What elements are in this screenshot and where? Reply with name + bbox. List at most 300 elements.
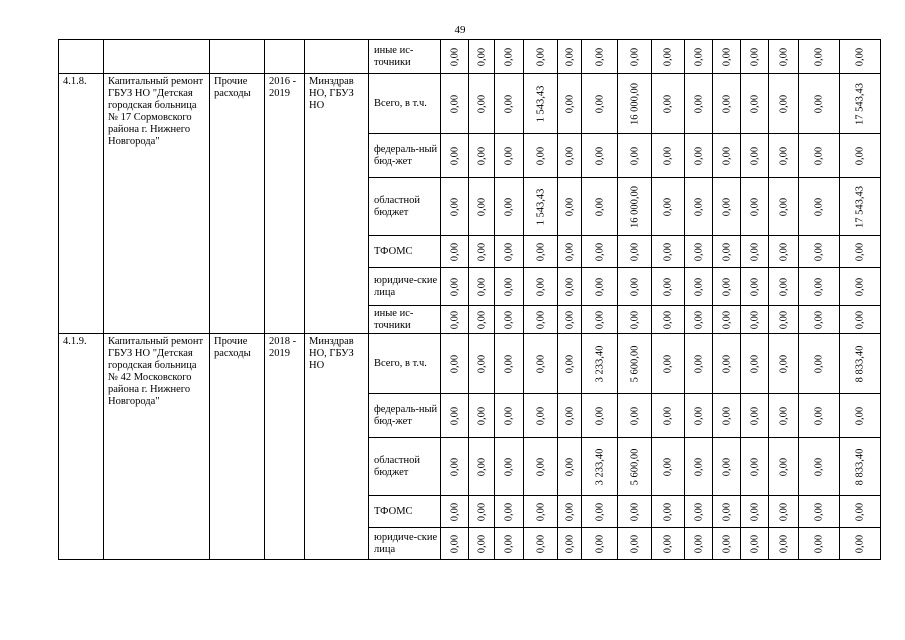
value-text: 0,00 [535,502,546,521]
value-cell [741,438,769,496]
value-text: 0,00 [813,457,825,476]
value-cell [799,178,840,236]
value-text: 0,00 [476,47,487,66]
value-cell [524,306,558,334]
value-text: 0,00 [449,502,460,521]
value-cell [713,178,741,236]
value-text: 0,00 [721,457,732,476]
funding-source: Всего, в т.ч. [369,74,441,134]
value-cell [741,334,769,394]
value-cell [713,134,741,178]
value-cell [469,306,495,334]
value-text: 0,00 [749,242,760,261]
value-cell [558,306,582,334]
value-text: 0,00 [535,277,546,296]
value-text: 0,00 [449,457,460,476]
value-text: 0,00 [854,406,866,425]
value-cell [741,528,769,560]
empty-cell [210,40,265,74]
value-cell [840,74,881,134]
value-cell [685,306,713,334]
value-text: 0,00 [693,310,704,329]
value-cell [441,334,469,394]
value-text: 0,00 [594,47,605,66]
value-cell [799,306,840,334]
empty-cell [104,40,210,74]
value-text: 0,00 [693,534,704,553]
value-cell [652,40,685,74]
value-text: 0,00 [662,47,674,66]
value-text: 0,00 [629,242,640,261]
value-text: 0,00 [476,242,487,261]
empty-cell [59,40,104,74]
value-cell [685,528,713,560]
value-text: 0,00 [503,146,515,165]
value-cell [652,394,685,438]
value-cell [799,74,840,134]
value-text: 0,00 [662,197,674,216]
value-text: 0,00 [564,354,575,373]
value-cell [558,528,582,560]
value-text: 0,00 [721,197,732,216]
value-text: 1 543,43 [535,85,546,122]
funding-source: иные ис-точники [369,40,441,74]
value-cell [524,74,558,134]
value-cell [685,438,713,496]
funding-source: ТФОМС [369,236,441,268]
value-cell [769,496,799,528]
project-period: 2016 - 2019 [265,74,305,334]
value-cell [840,40,881,74]
value-text: 0,00 [503,242,515,261]
value-text: 0,00 [854,310,866,329]
value-text: 0,00 [813,502,825,521]
value-cell [441,178,469,236]
value-text: 0,00 [564,406,575,425]
value-cell [524,236,558,268]
value-cell [495,236,524,268]
value-text: 0,00 [564,94,575,113]
value-cell [652,268,685,306]
value-text: 0,00 [854,502,866,521]
value-text: 0,00 [449,310,460,329]
value-cell [618,496,652,528]
value-text: 0,00 [813,94,825,113]
funding-source: областной бюджет [369,178,441,236]
value-text: 0,00 [749,457,760,476]
value-cell [713,438,741,496]
value-cell [495,528,524,560]
funding-source: федераль-ный бюд-жет [369,394,441,438]
value-cell [840,236,881,268]
value-text: 0,00 [564,310,575,329]
value-cell [558,74,582,134]
value-text: 0,00 [564,457,575,476]
value-cell [713,528,741,560]
value-cell [582,134,618,178]
value-cell [441,268,469,306]
value-cell [618,334,652,394]
value-text: 0,00 [535,457,546,476]
value-cell [469,438,495,496]
value-text: 0,00 [564,47,575,66]
value-text: 0,00 [721,534,732,553]
value-cell [495,74,524,134]
project-name: Капитальный ремонт ГБУЗ НО "Детская городская больница № 17 Сормовского района г. Нижнего Новгорода" [104,74,210,334]
value-cell [713,334,741,394]
value-cell [769,438,799,496]
value-text: 0,00 [721,242,732,261]
value-text: 0,00 [813,277,825,296]
value-cell [713,394,741,438]
value-text: 0,00 [813,47,825,66]
value-text: 0,00 [693,502,704,521]
value-cell [524,268,558,306]
value-cell [799,394,840,438]
value-cell [582,438,618,496]
value-text: 0,00 [476,146,487,165]
funding-source: областной бюджет [369,438,441,496]
value-cell [524,528,558,560]
value-cell [441,74,469,134]
value-text: 0,00 [503,457,515,476]
value-cell [558,40,582,74]
value-cell [582,528,618,560]
value-cell [582,268,618,306]
value-text: 0,00 [749,534,760,553]
value-cell [741,236,769,268]
value-cell [799,40,840,74]
value-text: 0,00 [476,94,487,113]
value-cell [840,394,881,438]
value-cell [769,528,799,560]
value-text: 0,00 [476,502,487,521]
page-number: 49 [454,24,466,36]
value-text: 0,00 [503,310,515,329]
value-text: 0,00 [535,146,546,165]
empty-cell [265,40,305,74]
value-cell [799,528,840,560]
value-cell [618,394,652,438]
value-text: 0,00 [449,277,460,296]
value-cell [741,268,769,306]
value-text: 0,00 [503,406,515,425]
value-cell [441,40,469,74]
value-cell [685,40,713,74]
value-text: 0,00 [662,242,674,261]
value-cell [799,236,840,268]
value-cell [713,268,741,306]
table-row [59,74,881,134]
value-cell [685,496,713,528]
value-cell [582,178,618,236]
value-text: 0,00 [813,406,825,425]
value-text: 0,00 [721,354,732,373]
value-text: 0,00 [564,146,575,165]
value-text: 0,00 [721,310,732,329]
value-text: 0,00 [629,534,640,553]
value-cell [713,496,741,528]
value-text: 0,00 [854,242,866,261]
value-cell [558,178,582,236]
value-cell [685,236,713,268]
expense-type: Прочие расходы [210,74,265,334]
value-text: 0,00 [476,277,487,296]
value-text: 0,00 [503,197,515,216]
value-text: 0,00 [629,502,640,521]
value-text: 0,00 [662,354,674,373]
value-text: 0,00 [535,354,546,373]
value-text: 0,00 [693,457,704,476]
value-text: 5 600,00 [629,448,640,485]
value-text: 0,00 [503,354,515,373]
value-text: 0,00 [813,310,825,329]
expense-type: Прочие расходы [210,334,265,560]
project-name: Капитальный ремонт ГБУЗ НО "Детская городская больница № 42 Московского района г. Нижнего Новгорода" [104,334,210,560]
value-cell [618,438,652,496]
value-text: 0,00 [594,310,605,329]
value-text: 0,00 [778,457,789,476]
value-text: 0,00 [749,354,760,373]
value-text: 16 000,00 [629,185,640,228]
value-text: 0,00 [476,197,487,216]
value-text: 0,00 [476,534,487,553]
value-cell [685,268,713,306]
value-cell [840,134,881,178]
value-text: 17 543,43 [854,82,866,125]
value-cell [769,134,799,178]
value-text: 0,00 [662,277,674,296]
value-text: 0,00 [721,406,732,425]
value-cell [741,178,769,236]
value-cell [769,74,799,134]
value-cell [840,268,881,306]
project-code: 4.1.8. [59,74,104,334]
value-cell [495,496,524,528]
value-cell [799,268,840,306]
value-cell [495,334,524,394]
value-text: 8 833,40 [854,345,866,382]
empty-cell [305,40,369,74]
funding-source: федераль-ный бюд-жет [369,134,441,178]
project-code: 4.1.9. [59,334,104,560]
value-cell [582,496,618,528]
value-cell [618,528,652,560]
value-text: 0,00 [662,94,674,113]
value-text: 0,00 [662,310,674,329]
value-cell [558,394,582,438]
funding-source: иные ис-точники [369,306,441,334]
value-cell [652,178,685,236]
value-text: 0,00 [749,47,760,66]
value-cell [618,40,652,74]
value-text: 0,00 [503,47,515,66]
value-text: 0,00 [813,354,825,373]
value-cell [441,528,469,560]
value-text: 0,00 [778,354,789,373]
project-executor: Минздрав НО, ГБУЗ НО [305,74,369,334]
value-text: 0,00 [535,310,546,329]
value-cell [469,528,495,560]
value-text: 0,00 [778,277,789,296]
value-cell [769,178,799,236]
value-text: 0,00 [503,277,515,296]
value-cell [685,134,713,178]
value-text: 0,00 [662,406,674,425]
value-cell [469,178,495,236]
value-cell [769,40,799,74]
value-cell [582,74,618,134]
value-cell [441,496,469,528]
value-cell [685,334,713,394]
value-text: 0,00 [594,277,605,296]
value-text: 0,00 [503,502,515,521]
value-text: 0,00 [564,534,575,553]
value-text: 5 600,00 [629,345,640,382]
value-cell [441,306,469,334]
value-cell [441,394,469,438]
value-cell [558,334,582,394]
value-text: 0,00 [476,406,487,425]
value-cell [652,334,685,394]
value-text: 0,00 [749,94,760,113]
value-text: 0,00 [564,502,575,521]
value-text: 0,00 [854,47,866,66]
value-text: 0,00 [535,242,546,261]
value-cell [618,74,652,134]
value-text: 0,00 [449,406,460,425]
value-cell [495,268,524,306]
value-text: 0,00 [629,310,640,329]
value-text: 0,00 [693,94,704,113]
value-text: 0,00 [749,146,760,165]
value-cell [652,438,685,496]
value-text: 0,00 [449,94,460,113]
value-text: 0,00 [594,242,605,261]
funding-source: юридиче-ские лица [369,528,441,560]
value-text: 0,00 [778,502,789,521]
value-cell [769,268,799,306]
value-cell [469,268,495,306]
value-text: 3 233,40 [594,448,605,485]
value-text: 0,00 [476,310,487,329]
value-cell [469,40,495,74]
value-cell [769,306,799,334]
value-cell [495,178,524,236]
value-text: 0,00 [662,534,674,553]
value-cell [558,236,582,268]
value-cell [840,334,881,394]
value-text: 0,00 [476,457,487,476]
value-cell [713,74,741,134]
funding-source: Всего, в т.ч. [369,334,441,394]
value-text: 0,00 [594,94,605,113]
value-text: 3 233,40 [594,345,605,382]
value-cell [469,394,495,438]
value-text: 0,00 [721,502,732,521]
value-text: 0,00 [693,354,704,373]
value-text: 0,00 [535,406,546,425]
value-cell [582,394,618,438]
value-text: 0,00 [535,534,546,553]
value-cell [685,74,713,134]
value-text: 0,00 [778,310,789,329]
value-cell [524,134,558,178]
value-text: 0,00 [778,242,789,261]
value-text: 17 543,43 [854,185,866,228]
value-cell [524,178,558,236]
value-text: 0,00 [813,534,825,553]
value-text: 0,00 [778,406,789,425]
value-text: 0,00 [564,242,575,261]
value-cell [741,306,769,334]
value-cell [558,268,582,306]
value-text: 0,00 [449,146,460,165]
value-cell [652,306,685,334]
value-text: 0,00 [662,502,674,521]
value-text: 0,00 [721,47,732,66]
value-text: 0,00 [594,406,605,425]
value-text: 0,00 [503,94,515,113]
value-cell [840,178,881,236]
value-cell [469,236,495,268]
value-cell [652,528,685,560]
value-cell [741,134,769,178]
project-period: 2018 - 2019 [265,334,305,560]
value-text: 0,00 [629,406,640,425]
value-cell [524,334,558,394]
value-text: 0,00 [778,146,789,165]
value-cell [769,394,799,438]
value-text: 0,00 [813,146,825,165]
value-cell [652,496,685,528]
value-cell [582,334,618,394]
value-cell [558,496,582,528]
value-text: 0,00 [778,94,789,113]
budget-table [58,39,881,560]
value-text: 0,00 [693,277,704,296]
value-text: 0,00 [854,277,866,296]
table-row [59,334,881,394]
value-text: 0,00 [449,534,460,553]
value-text: 0,00 [476,354,487,373]
value-text: 1 543,43 [535,188,546,225]
value-cell [495,134,524,178]
value-cell [582,40,618,74]
value-cell [558,134,582,178]
value-text: 0,00 [594,534,605,553]
value-text: 0,00 [721,146,732,165]
value-cell [582,306,618,334]
value-cell [618,178,652,236]
value-cell [618,306,652,334]
value-text: 0,00 [778,47,789,66]
project-executor: Минздрав НО, ГБУЗ НО [305,334,369,560]
value-cell [652,74,685,134]
value-cell [799,134,840,178]
value-cell [741,496,769,528]
value-text: 0,00 [749,502,760,521]
value-cell [495,394,524,438]
value-text: 0,00 [749,197,760,216]
value-cell [618,236,652,268]
value-cell [652,134,685,178]
value-text: 0,00 [594,502,605,521]
value-cell [685,394,713,438]
value-text: 0,00 [693,242,704,261]
value-cell [769,334,799,394]
value-text: 0,00 [449,197,460,216]
